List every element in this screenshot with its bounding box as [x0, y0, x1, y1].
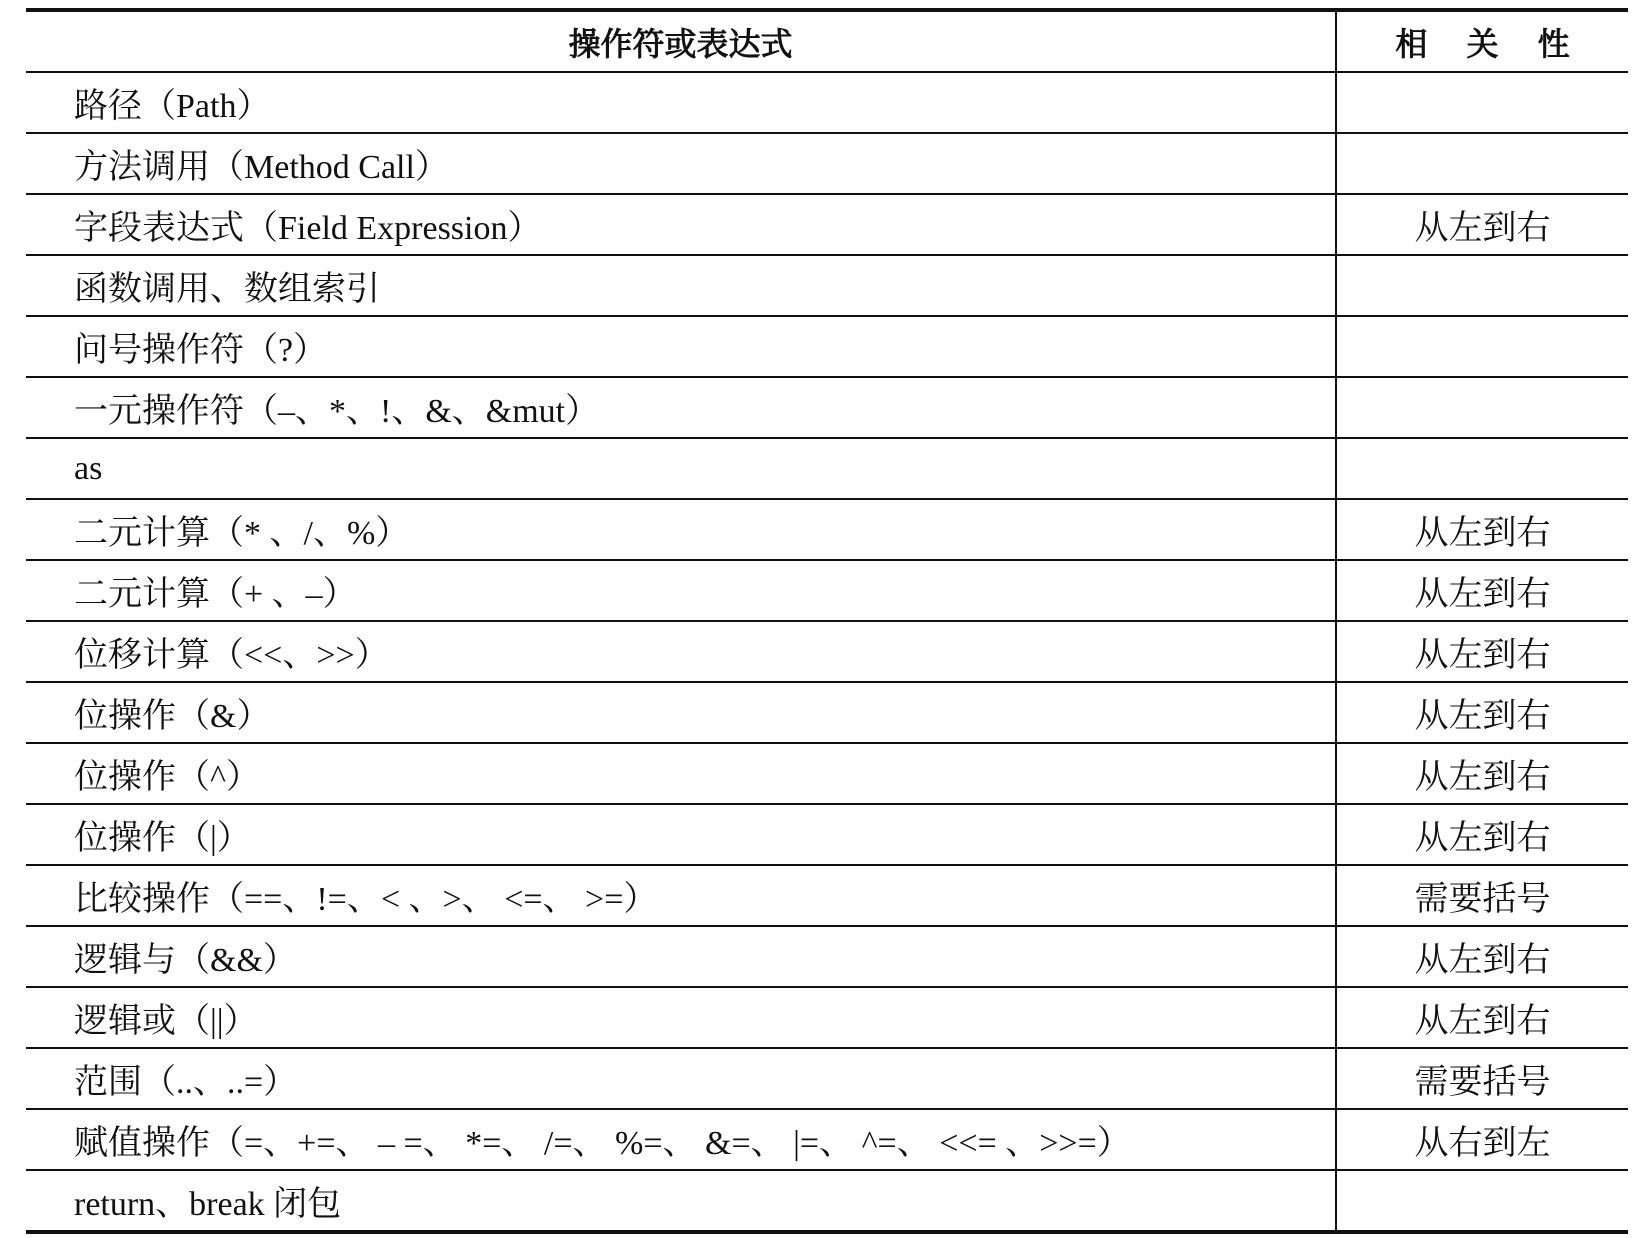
associativity-cell: 需要括号: [1336, 865, 1628, 926]
table-row: [26, 194, 1628, 255]
table-row: [26, 255, 1628, 316]
operator-cell: 字段表达式（Field Expression）: [74, 210, 542, 247]
header-associativity: 相 关 性: [1336, 10, 1628, 72]
associativity-cell: 需要括号: [1336, 1048, 1628, 1109]
table-row: [26, 682, 1628, 743]
associativity-cell: 从左到右: [1336, 926, 1628, 987]
associativity-cell: 从左到右: [1336, 804, 1628, 865]
operator-cell: 二元计算（* 、/、%）: [74, 515, 410, 552]
associativity-cell: 从左到右: [1336, 194, 1628, 255]
operator-cell: 函数调用、数组索引: [74, 271, 380, 308]
table-row: [26, 72, 1628, 133]
operator-cell: 位操作（|）: [74, 820, 251, 857]
associativity-cell: 从左到右: [1336, 499, 1628, 560]
table-row: [26, 377, 1628, 438]
operator-cell: 问号操作符（?）: [74, 332, 328, 369]
operator-cell: 赋值操作（=、+=、 – =、 *=、 /=、 %=、 &=、 |=、 ^=、 <<= 、>>=）: [74, 1125, 1131, 1162]
associativity-cell: 从左到右: [1336, 987, 1628, 1048]
operator-cell: 位操作（^）: [74, 759, 260, 796]
operator-cell: 范围（..、..=）: [74, 1064, 298, 1101]
operator-cell: 二元计算（+ 、–）: [74, 576, 357, 613]
header-operator: 操作符或表达式: [568, 24, 793, 63]
operator-cell: 逻辑与（&&）: [74, 942, 297, 979]
associativity-cell: 从左到右: [1336, 560, 1628, 621]
associativity-cell: 从左到右: [1336, 682, 1628, 743]
associativity-cell: 从左到右: [1336, 743, 1628, 804]
associativity-cell: [1336, 255, 1628, 316]
associativity-cell: [1336, 1170, 1628, 1232]
operator-cell: as: [74, 449, 103, 487]
associativity-cell: [1336, 438, 1628, 499]
table-row: [26, 865, 1628, 926]
associativity-cell: [1336, 316, 1628, 377]
table-row: [26, 133, 1628, 194]
table-row: [26, 1048, 1628, 1109]
header-row: [26, 10, 1628, 72]
operator-cell: 比较操作（==、!=、< 、>、 <=、 >=）: [74, 881, 658, 918]
table-row: [26, 316, 1628, 377]
table-row: [26, 804, 1628, 865]
operator-cell: 路径（Path）: [74, 88, 271, 125]
table-row: [26, 743, 1628, 804]
table-row: [26, 621, 1628, 682]
table-row: [26, 499, 1628, 560]
associativity-cell: [1336, 72, 1628, 133]
operator-cell: 位移计算（<<、>>）: [74, 637, 389, 674]
table-body: [26, 72, 1628, 1232]
table-row: [26, 560, 1628, 621]
operator-cell: return、break 闭包: [74, 1186, 342, 1223]
operator-precedence-table-wrapper: [26, 8, 1628, 1234]
operator-cell: 一元操作符（–、*、!、&、&mut）: [74, 393, 600, 430]
associativity-cell: [1336, 377, 1628, 438]
table-row: [26, 987, 1628, 1048]
table-row: [26, 438, 1628, 499]
associativity-cell: 从左到右: [1336, 621, 1628, 682]
table-row: [26, 1109, 1628, 1170]
operator-precedence-table: [26, 8, 1628, 1234]
operator-cell: 位操作（&）: [74, 698, 271, 735]
table-row: [26, 1170, 1628, 1232]
operator-cell: 逻辑或（||）: [74, 1003, 258, 1040]
operator-cell: 方法调用（Method Call）: [74, 149, 449, 186]
table-row: [26, 926, 1628, 987]
associativity-cell: 从右到左: [1336, 1109, 1628, 1170]
associativity-cell: [1336, 133, 1628, 194]
